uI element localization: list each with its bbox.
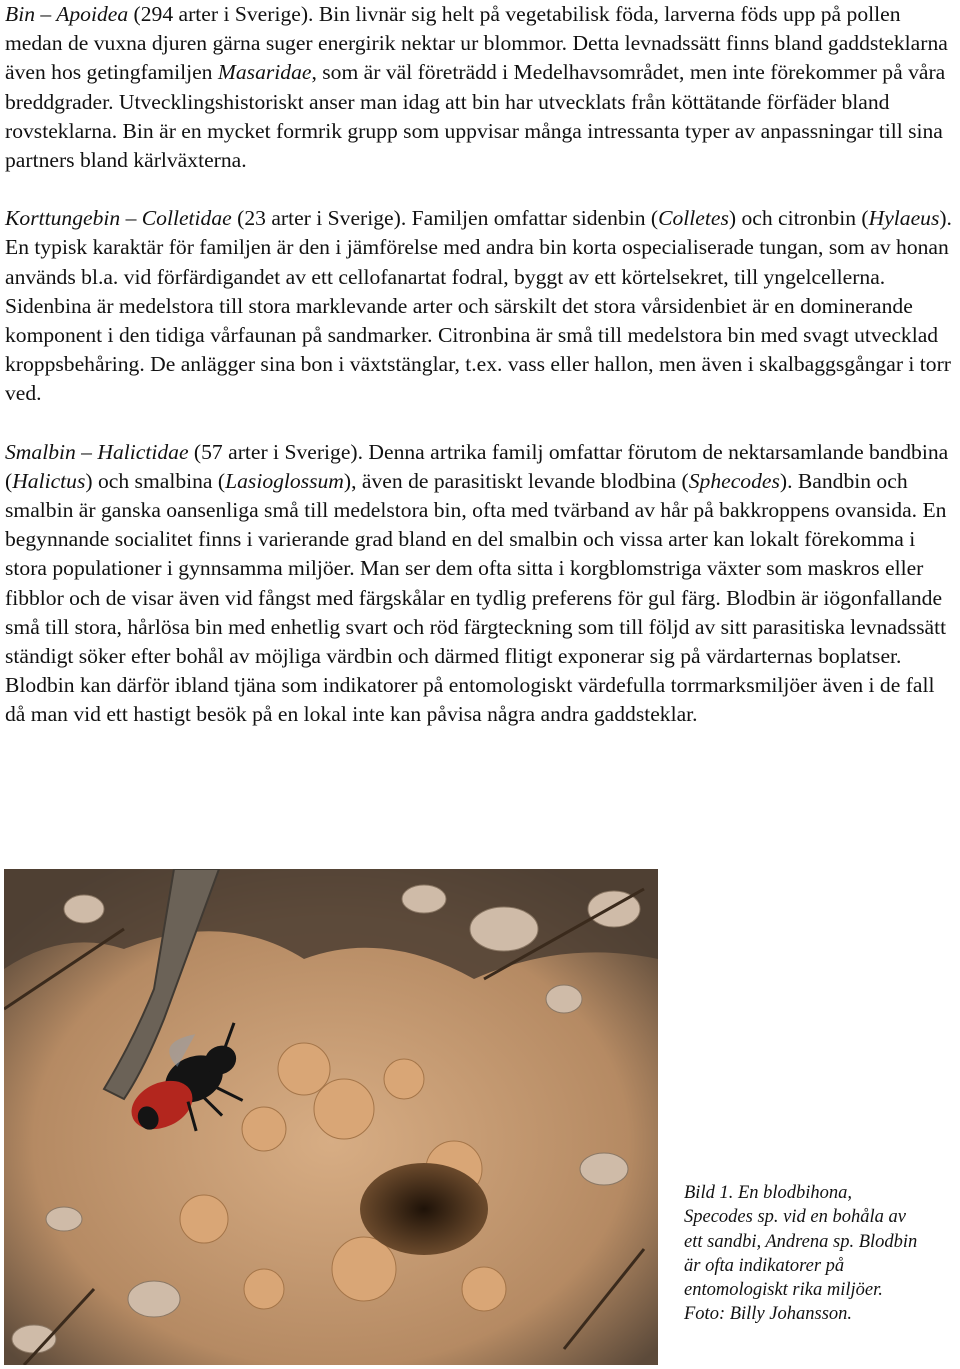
caption-line: Foto: Billy Johansson. xyxy=(684,1304,853,1325)
text-run: , som är väl företrädd i Medelhavsområdet, men inte förekommer på våra breddgrader. Utvecklingshistoriskt anser man idag att bin har utvecklats från köttätande förfäder bland rovsteklarna. Bin är en mycket formrik grupp som uppvisar många intressanta typer av anpassningar till sina partners bland kärlväxterna. xyxy=(5,60,946,173)
paragraph-bin xyxy=(5,0,960,175)
photo-caption xyxy=(684,1181,960,1327)
text-run: (294 arter i Sverige). Bin livnär sig helt på vegetabilisk föda, larverna föds upp på pollen medan de vuxna djuren gärna suger energirik nektar ur blommor. Detta levnadssätt finns bland gaddsteklarna även hos getingfamiljen xyxy=(5,2,948,85)
italic-run: Sphecodes xyxy=(688,468,780,493)
caption-line: Specodes sp. vid en bohåla av xyxy=(684,1207,906,1228)
text-run: ) och citronbin ( xyxy=(728,206,869,231)
text-run: ). Bandbin och smalbin är ganska oansenliga små till medelstora bin, ofta med tvärband av hår på bakkroppens ovansida. En begynnande socialitet finns i varierande grad bland en del smalbin och vissa arter kan lokalt förekomma i stora populationer i gynnsamma miljöer. Man ser dem ofta sitta i korgblomstriga växter som maskros eller fibblor och de visar även vid fångst med färgskålar en tydlig preferens för gul färg. Blodbin är iögonfallande små till stora, hårlösa bin med enhetlig svart och röd färgteckning som till följd av sitt parasitiska levnadssätt ständigt söker efter bohål av möjliga värdbin och därmed flitigt exponerar sig på värdarternas boplatser. Blodbin kan därför ibland tjäna som indikatorer på entomologiskt värdefulla torrmarksmiljöer även i de fall då man vid ett hastigt besök på en lokal inte kan påvisa några andra gaddsteklar. xyxy=(5,468,947,727)
italic-run: Colletes xyxy=(658,206,729,231)
italic-run: Korttungebin – Colletidae xyxy=(5,206,232,231)
italic-run: Smalbin – Halictidae xyxy=(5,439,189,464)
bee-at-nest-photo-icon xyxy=(4,869,658,1365)
caption-line: entomologiskt rika miljöer. xyxy=(684,1280,883,1301)
text-run: ). En typisk karaktär för familjen är den i jämförelse med andra bin korta ospecialiserade tungan, som av honan används bl.a. vid förfärdigandet av ett cellofanartat fodral, byggt av ett körtelsekret, till yngelcellerna. Sidenbina är medelstora till stora marklevande arter och särskilt det stora vårsidenbiet är en dominerande komponent i den tidiga vårfaunan på sandmarker. Citronbina är små till medelstora bin med svagt utvecklad kroppsbehåring. De anlägger sina bon i växtstänglar, t.ex. vass eller hallon, men även i skalbaggsgångar i torr ved. xyxy=(5,206,952,406)
text-run: (23 arter i Sverige). Familjen omfattar sidenbin ( xyxy=(231,206,659,231)
text-run: ), även de parasitiskt levande blodbina ( xyxy=(343,468,689,493)
italic-run: Lasioglossum xyxy=(225,468,344,493)
caption-line: är ofta indikatorer på xyxy=(684,1255,845,1276)
paragraph-korttungebin xyxy=(5,204,960,408)
article-text xyxy=(5,0,960,759)
caption-line: Bild 1. En blodbihona, xyxy=(684,1183,853,1203)
italic-run: Bin – Apoidea xyxy=(5,2,129,26)
paragraph-smalbin xyxy=(5,438,960,730)
italic-run: Hylaeus xyxy=(868,206,940,231)
text-run: (57 arter i Sverige). Denna artrika familj omfattar förutom de nektarsamlande bandbina ( xyxy=(5,439,949,493)
caption-line: ett sandbi, Andrena sp. Blodbin xyxy=(684,1231,918,1252)
text-run: ) och smalbina ( xyxy=(85,468,226,493)
italic-run: Masaridae xyxy=(217,60,312,85)
bee-photo xyxy=(4,869,658,1365)
italic-run: Halictus xyxy=(12,468,86,493)
